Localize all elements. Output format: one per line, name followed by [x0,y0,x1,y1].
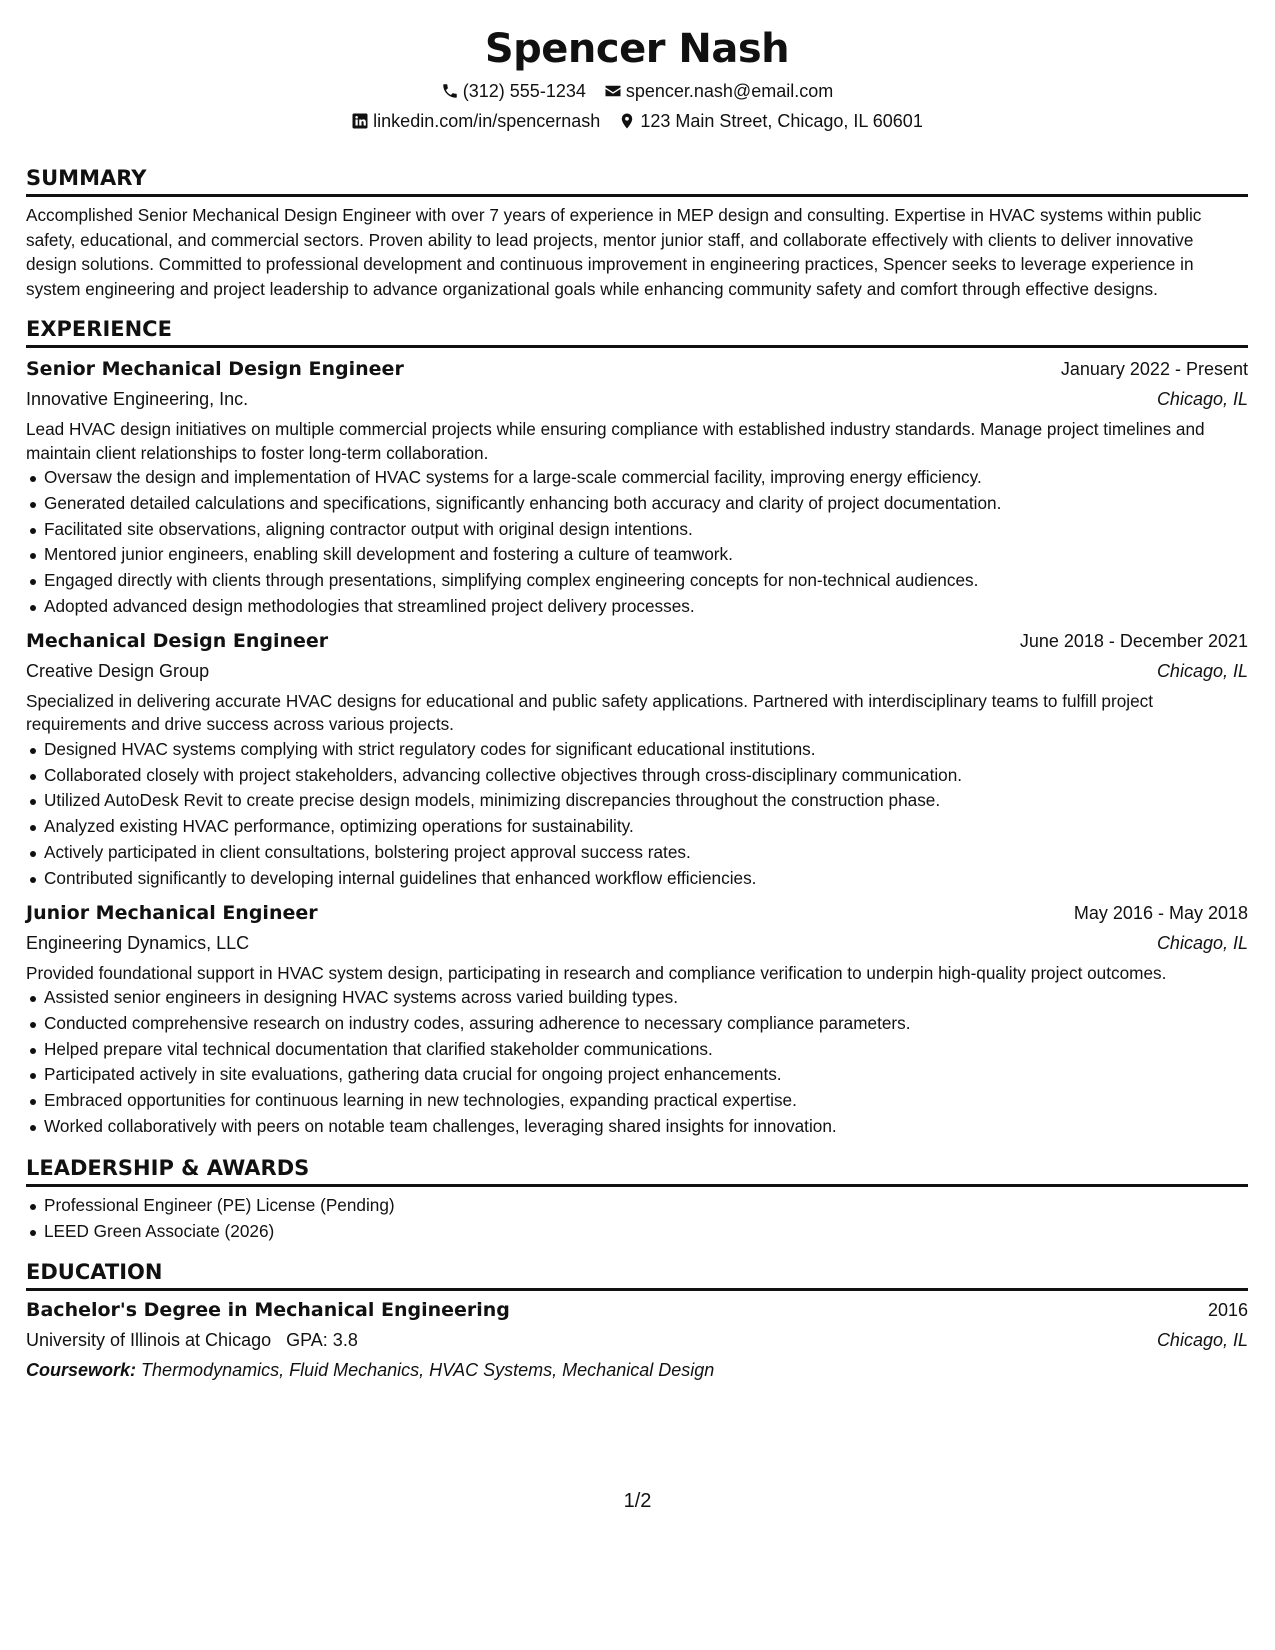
list-item: Mentored junior engineers, enabling skill development and fostering a culture of teamwork. [44,542,1248,568]
job-dates: May 2016 - May 2018 [1073,902,1248,923]
job-title: Junior Mechanical Engineer [26,901,318,924]
list-item: Engaged directly with clients through presentations, simplifying complex engineering concepts for non-technical audiences. [44,568,1248,594]
list-item: Oversaw the design and implementation of HVAC systems for a large-scale commercial facility, improving energy efficiency. [44,465,1248,491]
job-description: Provided foundational support in HVAC system design, participating in research and compliance verification to underpin high-quality project outcomes. [26,962,1167,983]
list-item: Analyzed existing HVAC performance, optimizing operations for sustainability. [44,814,1248,840]
coursework-label: Coursework: [26,1360,137,1381]
list-item: Designed HVAC systems complying with strict regulatory codes for significant educational institutions. [44,737,1248,763]
summary-heading: SUMMARY [26,164,1248,197]
candidate-name: Spencer Nash [484,26,790,72]
coursework-line [26,1355,1248,1385]
job-location: Chicago, IL [1156,932,1248,953]
list-item: Professional Engineer (PE) License (Pending) [44,1193,1248,1219]
job-bullets [26,737,1248,892]
job-title: Mechanical Design Engineer [26,629,329,652]
job-bullets [26,985,1248,1140]
list-item: Worked collaboratively with peers on notable team challenges, leveraging shared insights for innovation. [44,1114,1248,1140]
leadership-heading: LEADERSHIP & AWARDS [26,1154,1248,1187]
job-description: Lead HVAC design initiatives on multiple commercial projects while ensuring compliance with established industry standards. Manage project timelines and maintain client relationships to foster long-term collaboration. [26,419,1205,463]
list-item: Assisted senior engineers in designing HVAC systems across varied building types. [44,985,1248,1011]
company-name: Creative Design Group [26,660,210,681]
list-item: Collaborated closely with project stakeholders, advancing collective objectives through cross-disciplinary communication. [44,763,1248,789]
list-item: Adopted advanced design methodologies that streamlined project delivery processes. [44,594,1248,620]
company-name: Innovative Engineering, Inc. [26,389,249,409]
linkedin-text[interactable]: linkedin.com/in/spencernash [373,111,601,131]
list-item: Contributed significantly to developing internal guidelines that enhanced workflow efficiencies. [44,866,1248,892]
address-text: 123 Main Street, Chicago, IL 60601 [640,111,923,131]
job-bullets [26,465,1248,620]
experience-heading: EXPERIENCE [26,315,1248,348]
leadership-list [26,1193,1248,1245]
summary-section [26,164,1248,301]
linkedin-icon [351,112,369,130]
list-item: Conducted comprehensive research on industry codes, assuring adherence to necessary compliance parameters. [44,1011,1248,1037]
list-item: Facilitated site observations, aligning contractor output with original design intentions. [44,517,1248,543]
summary-text: Accomplished Senior Mechanical Design Engineer with over 7 years of experience in MEP design and consulting. Expertise in HVAC systems within public safety, educational, and commercial sectors. Proven ability to lead projects, mentor junior staff, and collaborate effectively with clients to deliver innovative design solutions. Committed to professional development and continuous improvement in engineering practices, Spencer seeks to leverage experience in system engineering and project leadership to advance organizational goals while enhancing community safety and comfort through effective designs. [26,205,1202,299]
job-description: Specialized in delivering accurate HVAC designs for educational and public safety applications. Partnered with interdisciplinary teams to fulfill project requirements and drive success across various projects. [26,690,1154,735]
page-number: 1/2 [623,1490,652,1512]
contact-row-1 [26,76,1248,106]
email-contact[interactable] [604,76,833,106]
job-entry [26,354,1248,620]
degree-title: Bachelor's Degree in Mechanical Engineering [26,1299,510,1322]
map-pin-icon [618,112,636,130]
phone-contact [441,76,586,106]
phone-text: (312) 555-1234 [462,81,586,101]
education-section [26,1258,1248,1385]
job-location: Chicago, IL [1156,660,1248,681]
job-title: Senior Mechanical Design Engineer [26,358,404,380]
education-heading: EDUCATION [26,1258,1248,1291]
list-item: Embraced opportunities for continuous learning in new technologies, expanding practical expertise. [44,1088,1248,1114]
list-item: LEED Green Associate (2026) [44,1219,1248,1245]
resume-page [26,18,1248,1385]
address-contact [618,106,923,136]
contact-row-2 [26,106,1248,136]
job-entry [26,898,1248,1140]
email-text[interactable]: spencer.nash@email.com [625,81,834,101]
experience-section [26,315,1248,1140]
gpa: GPA: 3.8 [286,1330,358,1351]
job-dates: January 2022 - Present [1060,359,1248,379]
leadership-section [26,1154,1248,1245]
list-item: Generated detailed calculations and specifications, significantly enhancing both accuracy and clarity of project documentation. [44,491,1248,517]
phone-icon [441,82,459,100]
list-item: Helped prepare vital technical documentation that clarified stakeholder communications. [44,1037,1248,1063]
school-line [26,1325,358,1355]
linkedin-contact[interactable] [351,106,600,136]
company-name: Engineering Dynamics, LLC [26,932,250,953]
graduation-year: 2016 [1207,1300,1248,1321]
job-location: Chicago, IL [1156,389,1248,409]
school-name: University of Illinois at Chicago [26,1330,272,1351]
list-item: Utilized AutoDesk Revit to create precise design models, minimizing discrepancies throughout the construction phase. [44,788,1248,814]
job-dates: June 2018 - December 2021 [1019,630,1248,651]
job-entry [26,626,1248,892]
school-location: Chicago, IL [1156,1330,1248,1351]
envelope-icon [604,82,622,100]
list-item: Participated actively in site evaluations, gathering data crucial for ongoing project enhancements. [44,1062,1248,1088]
coursework-text: Thermodynamics, Fluid Mechanics, HVAC Systems, Mechanical Design [141,1360,715,1381]
list-item: Actively participated in client consultations, bolstering project approval success rates. [44,840,1248,866]
